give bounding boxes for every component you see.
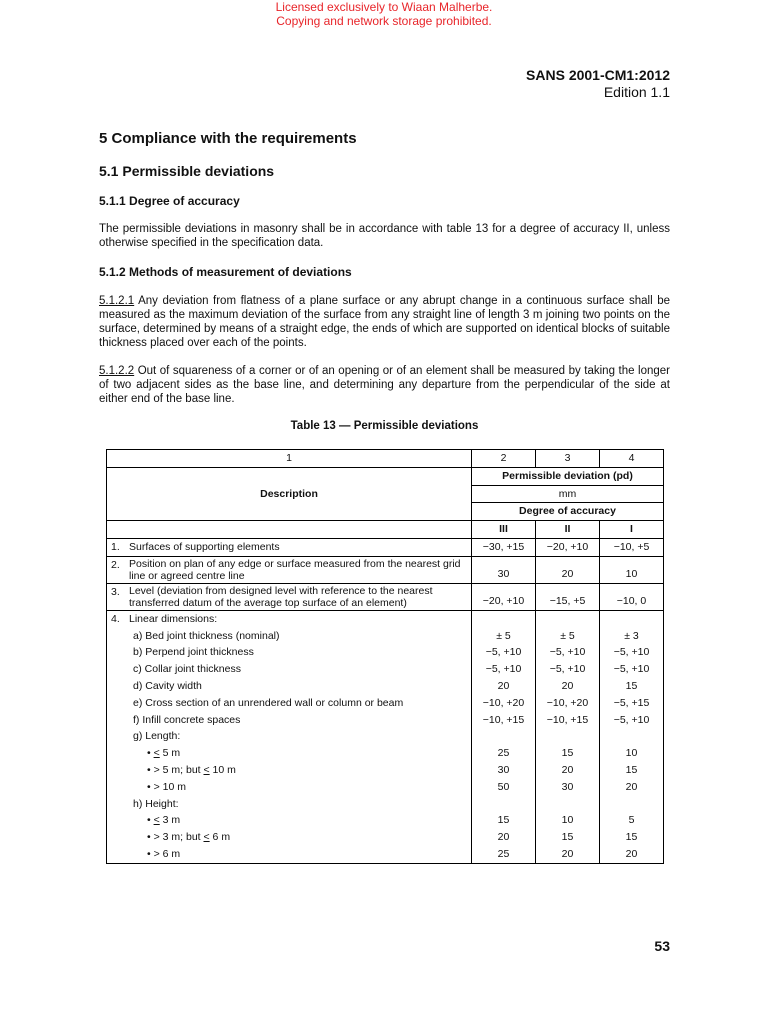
row-number: 1.: [111, 540, 120, 553]
value-cell: −20, +10: [472, 583, 536, 610]
standard-code: SANS 2001-CM1:2012: [526, 67, 670, 83]
item-d: d) Cavity width: [133, 679, 202, 692]
row-description: Position on plan of any edge or surface measured from the nearest grid line or agreed centre line: [129, 557, 461, 583]
page-number: 53: [654, 938, 670, 954]
value-cell: 30: [472, 556, 536, 583]
colnum-4: 4: [600, 450, 664, 468]
item-g: g) Length:: [133, 730, 181, 743]
row-number: 3.: [111, 585, 120, 598]
grade-iii: III: [472, 521, 536, 539]
clause-number: 5.1.2.1: [99, 295, 135, 307]
section-5-1-2-heading: 5.1.2 Methods of measurement of deviations: [99, 265, 352, 279]
clause-text: Any deviation from flatness of a plane surface or any abrupt change in a continuous surface shall be measured as the maximum deviation of the surface from any straight line of length 3 m joining two points on the surface, determined by means of a straight edge, the ends of which are supported on identical blocks of suitable thickness placed over each of the points.: [99, 295, 670, 349]
value-cell: −30, +15: [472, 538, 536, 556]
grade-blank: [107, 521, 472, 539]
grade-ii: II: [536, 521, 600, 539]
accuracy-header: Degree of accuracy: [472, 503, 664, 521]
table-row: [107, 583, 664, 610]
clause-5-1-2-2: [99, 364, 670, 406]
item-h3: • > 6 m: [147, 847, 181, 860]
table-row: [107, 556, 664, 583]
row-description: Surfaces of supporting elements: [129, 540, 280, 553]
row-number: 4.: [111, 612, 120, 625]
value-cell: 10: [600, 556, 664, 583]
grade-ii-values: ± 5 −5, +10 −5, +10 20 −10, +20 −10, +15 15 20 30 10 15 20: [536, 610, 600, 863]
permissible-deviations-table: [106, 449, 664, 864]
section-5-1-1-heading: 5.1.1 Degree of accuracy: [99, 194, 240, 208]
item-a: a) Bed joint thickness (nominal): [133, 629, 280, 642]
value-cell: −15, +5: [536, 583, 600, 610]
item-g2: • > 5 m; but < 10 m: [147, 763, 236, 776]
row-description: Level (deviation from designed level with reference to the nearest transferred datum of the average top surface of an element): [129, 584, 433, 610]
colnum-1: 1: [107, 450, 472, 468]
grade-row: [107, 521, 664, 539]
item-g1: • < 5 m: [147, 747, 181, 760]
table-row: [107, 538, 664, 556]
pd-header: Permissible deviation (pd): [472, 467, 664, 485]
clause-5-1-2-1: [99, 294, 670, 350]
grade-i: I: [600, 521, 664, 539]
section-5-1-1-text: The permissible deviations in masonry shall be in accordance with table 13 for a degree of accuracy II, unless otherwise specified in the specification data.: [99, 223, 670, 249]
column-number-row: [107, 450, 664, 468]
grade-i-values: ± 3 −5, +10 −5, +10 15 −5, +15 −5, +10 10 15 20 5 15 20: [600, 610, 664, 863]
document-identifier: [526, 67, 670, 101]
colnum-2: 2: [472, 450, 536, 468]
value-cell: −10, 0: [600, 583, 664, 610]
value-cell: −20, +10: [536, 538, 600, 556]
license-line-1: Licensed exclusively to Wiaan Malherbe.: [275, 0, 493, 14]
grade-iii-values: ± 5 −5, +10 −5, +10 20 −10, +20 −10, +15 25 30 50 15 20 25: [472, 610, 536, 863]
colnum-3: 3: [536, 450, 600, 468]
description-header: Description: [107, 467, 472, 520]
section-5-1-heading: 5.1 Permissible deviations: [99, 163, 275, 179]
item-h2: • > 3 m; but < 6 m: [147, 831, 231, 844]
item-b: b) Perpend joint thickness: [133, 646, 254, 659]
value-cell: −10, +5: [600, 538, 664, 556]
table-caption: Table 13 — Permissible deviations: [290, 420, 479, 432]
item-g3: • > 10 m: [147, 780, 186, 793]
unit-header: mm: [472, 485, 664, 503]
clause-text: Out of squareness of a corner or of an opening or of an element shall be measured by taking the longer of two adjacent sides as the base line, and determining any departure from the perpendicular of the side at either end of the base line.: [99, 365, 670, 405]
clause-number: 5.1.2.2: [99, 365, 135, 377]
item-c: c) Collar joint thickness: [133, 663, 241, 676]
row-description: Linear dimensions:: [129, 612, 218, 625]
section-5-heading: 5 Compliance with the requirements: [99, 130, 357, 147]
license-line-2: Copying and network storage prohibited.: [276, 14, 492, 28]
value-cell: 20: [536, 556, 600, 583]
edition: Edition 1.1: [603, 84, 670, 100]
row-number: 2.: [111, 558, 120, 571]
item-h: h) Height:: [133, 797, 179, 810]
license-notice: [0, 0, 768, 28]
item-f: f) Infill concrete spaces: [133, 713, 241, 726]
item-e: e) Cross section of an unrendered wall or column or beam: [133, 696, 404, 709]
item-h1: • < 3 m: [147, 814, 181, 827]
table-row-linear-dimensions: [107, 610, 664, 863]
